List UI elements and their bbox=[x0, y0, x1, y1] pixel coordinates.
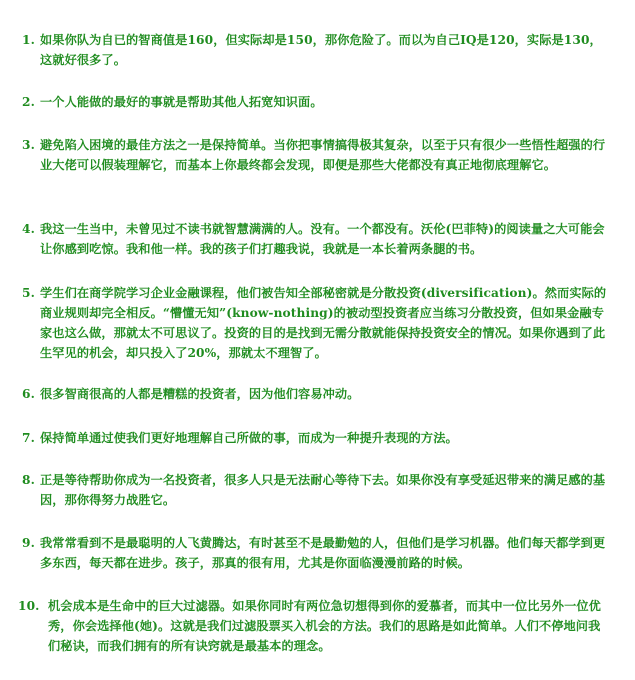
quote-number: 5. bbox=[22, 286, 35, 300]
quote-text: 一个人能做的最好的事就是帮助其他人拓宽知识面。 bbox=[40, 95, 323, 109]
quote-text: 学生们在商学院学习企业金融课程，他们被告知全部秘密就是分散投资(diversification)。然而实际的商业规则却完全相反。“懵懂无知”(know-nothing)的被动型投资者应当练习分散投资，但如果金融专家也这么做，那就太不可思议了。投资的目的是找到无需分散就能保持投资安全的情况。如果你遇到了此生罕见的机会，却只投入了20%，那就太不理智了。 bbox=[40, 286, 607, 360]
quote-text: 正是等待帮助你成为一名投资者，很多人只是无法耐心等待下去。如果你没有享受延迟带来的满足感的基因，那你得努力战胜它。 bbox=[40, 473, 606, 507]
quote-item bbox=[22, 470, 610, 510]
quote-number: 3. bbox=[22, 138, 35, 152]
quote-number: 7. bbox=[22, 431, 35, 445]
quote-item bbox=[18, 596, 610, 656]
quote-item bbox=[22, 533, 610, 573]
quote-number: 1. bbox=[22, 33, 35, 47]
quote-item bbox=[22, 384, 610, 404]
quote-number: 8. bbox=[22, 473, 35, 487]
quote-text: 我常常看到不是最聪明的人飞黄腾达，有时甚至不是最勤勉的人，但他们是学习机器。他们每天都学到更多东西，每天都在进步。孩子，那真的很有用，尤其是你面临漫漫前路的时候。 bbox=[40, 536, 606, 570]
quote-number: 10. bbox=[18, 599, 40, 613]
quote-number: 9. bbox=[22, 536, 35, 550]
quote-number: 4. bbox=[22, 222, 35, 236]
quote-text: 我这一生当中，未曾见过不读书就智慧满满的人。没有。一个都没有。沃伦(巴菲特)的阅读量之大可能会让你感到吃惊。我和他一样。我的孩子们打趣我说，我就是一本长着两条腿的书。 bbox=[40, 222, 605, 256]
quote-item bbox=[22, 135, 610, 175]
quote-number: 2. bbox=[22, 95, 35, 109]
quote-item bbox=[22, 428, 610, 448]
quote-item bbox=[22, 283, 610, 363]
quote-number: 6. bbox=[22, 387, 35, 401]
quote-text: 机会成本是生命中的巨大过滤器。如果你同时有两位急切想得到你的爱慕者，而其中一位比另外一位优秀，你会选择他(她)。这就是我们过滤股票买入机会的方法。我们的思路是如此简单。人们不停地问我们秘诀，而我们拥有的所有诀窍就是最基本的理念。 bbox=[48, 599, 601, 653]
quote-text: 很多智商很高的人都是糟糕的投资者，因为他们容易冲动。 bbox=[40, 387, 360, 401]
quote-text: 保持简单通过使我们更好地理解自己所做的事，而成为一种提升表现的方法。 bbox=[40, 431, 458, 445]
quote-text: 避免陷入困境的最佳方法之一是保持简单。当你把事情搞得极其复杂，以至于只有很少一些悟性超强的行业大佬可以假装理解它，而基本上你最终都会发现，即便是那些大佬都没有真正地彻底理解它。 bbox=[40, 138, 606, 172]
quote-item bbox=[22, 219, 610, 259]
quote-item bbox=[22, 92, 610, 112]
quote-text: 如果你队为自已的智商值是160，但实际却是150，那你危险了。而以为自己IQ是120，实际是130，这就好很多了。 bbox=[40, 33, 602, 67]
quote-item bbox=[22, 30, 610, 70]
